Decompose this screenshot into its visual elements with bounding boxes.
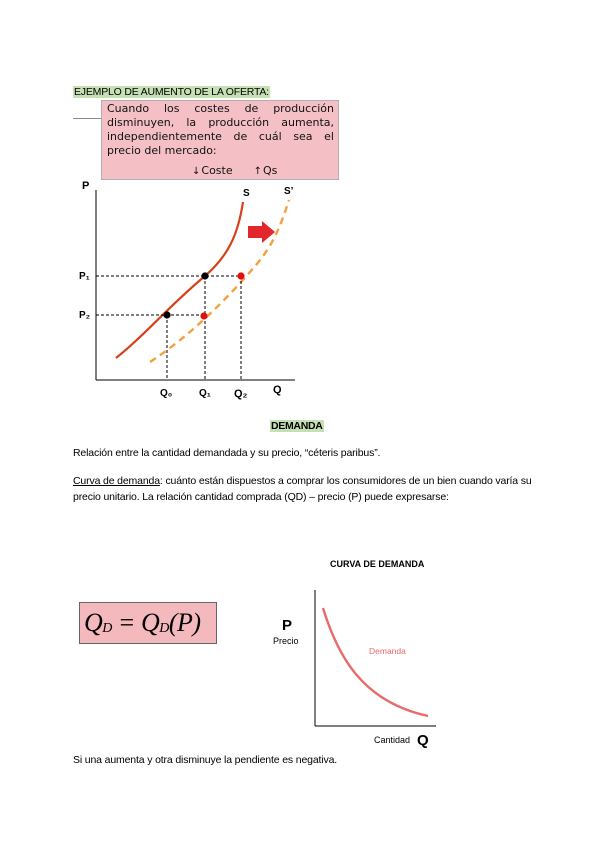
price-label-p1: P₁ [79, 271, 90, 282]
supply-curve-s-label: S [243, 188, 250, 199]
demand-y-label: Precio [273, 636, 299, 646]
supply-curve-s-prime [150, 200, 289, 362]
oferta-explanation-text: Cuando los costes de producción disminuyen, la producción aumenta, independientemente de cuál sea el precio del mercado: [107, 102, 334, 157]
x-axis-label: Q [273, 384, 282, 396]
arrow-down-icon: ↓ [192, 166, 201, 177]
demand-curve-line [323, 608, 428, 716]
coste-label: Coste [201, 164, 233, 177]
demanda-paragraph-2-text: : cuánto están dispuestos a comprar los consumidores de un bien cuando varía su precio unitario. La relación cantidad comprada (QD) – precio (P) puede expresarse: [73, 475, 532, 503]
quantity-label-q0: Q₀ [160, 388, 173, 399]
supply-curve-s-prime-label: S’ [284, 186, 294, 197]
divider-line [73, 118, 101, 119]
qs-label: Qs [263, 164, 278, 177]
demanda-paragraph-2 [73, 474, 543, 505]
heading-aumento-oferta: EJEMPLO DE AUMENTO DE LA OFERTA: [74, 86, 269, 98]
closing-sentence: Si una aumenta y otra disminuye la pendiente es negativa. [73, 754, 338, 766]
quantity-label-q1: Q₁ [199, 388, 211, 399]
demand-x-label-big: Q [417, 732, 429, 749]
demand-chart-title: CURVA DE DEMANDA [330, 559, 425, 569]
coste-qs-row [192, 164, 277, 179]
shift-right-arrow-icon [248, 221, 275, 243]
oferta-explanation-box [101, 100, 339, 180]
price-label-p2: P₂ [79, 310, 91, 321]
point-q1-p1 [201, 272, 208, 279]
point-q1-p2 [200, 312, 207, 319]
quantity-label-q2: Q₂ [234, 388, 248, 400]
point-q0-p2 [163, 311, 170, 318]
y-axis-label: P [82, 180, 90, 192]
curva-de-demanda-term: Curva de demanda [73, 475, 160, 487]
formula-box [79, 602, 217, 644]
demand-curve-chart [268, 552, 448, 752]
demand-x-label: Cantidad [374, 735, 411, 745]
supply-shift-chart [70, 180, 310, 405]
arrow-up-icon: ↑ [253, 166, 263, 177]
demand-y-label-big: P [282, 617, 293, 634]
demanda-paragraph-1: Relación entre la cantidad demandada y su precio, “céteris paribus”. [73, 447, 381, 459]
demand-formula: $Q_D = Q_D(P)$ [84, 608, 201, 637]
point-q2-p1 [237, 272, 244, 279]
supply-curve-s [116, 202, 243, 358]
demanda-title: DEMANDA [271, 420, 323, 432]
demand-series-label: Demanda [369, 646, 406, 656]
